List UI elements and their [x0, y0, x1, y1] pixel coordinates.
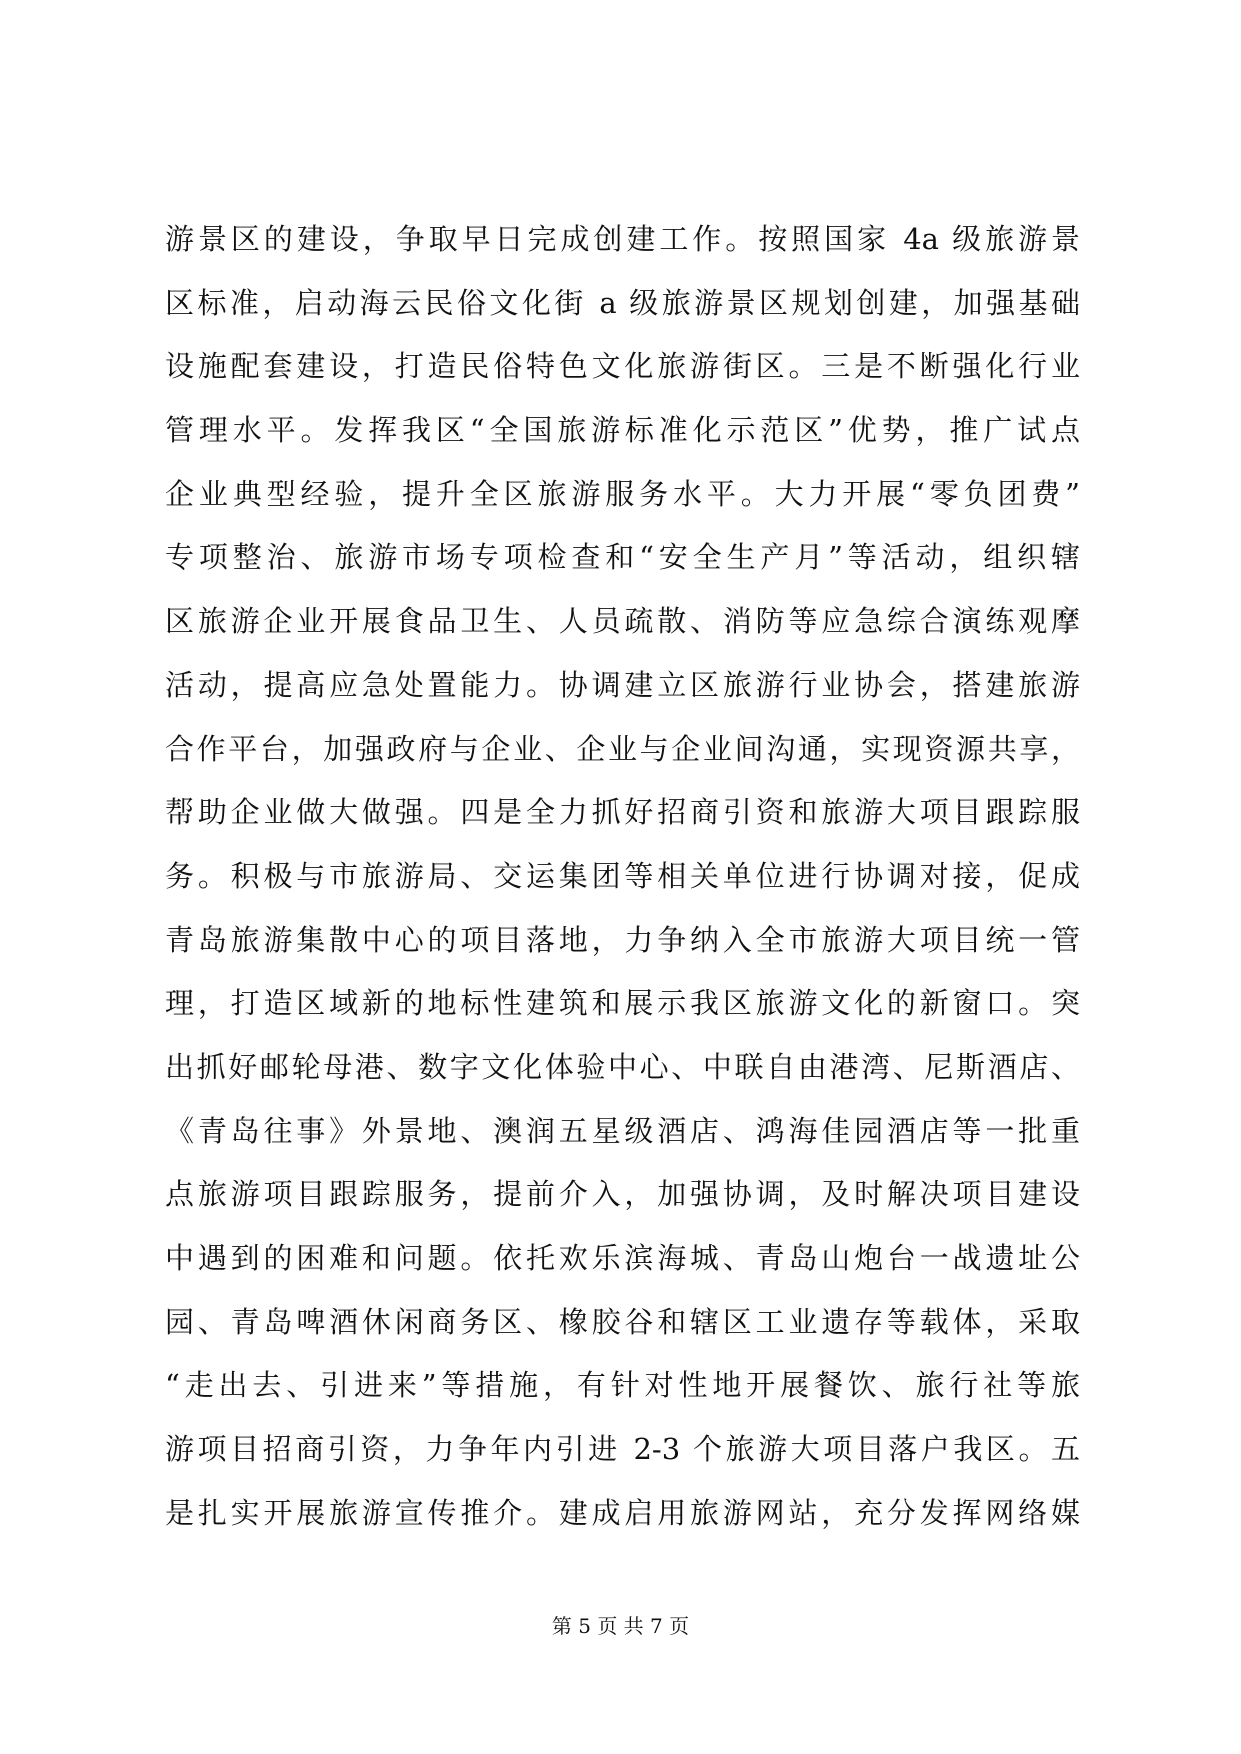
text-line: 帮助企业做大做强。四是全力抓好招商引资和旅游大项目跟踪服	[165, 795, 1080, 830]
text-line: 青岛旅游集散中心的项目落地，力争纳入全市旅游大项目统一管	[165, 922, 1080, 957]
text-line: 园、青岛啤酒休闲商务区、橡胶谷和辖区工业遗存等载体，采取	[165, 1304, 1080, 1339]
text-line: 《青岛往事》外景地、澳润五星级酒店、鸿海佳园酒店等一批重	[165, 1113, 1080, 1148]
text-line: 管理水平。发挥我区“全国旅游标准化示范区”优势，推广试点	[165, 413, 1080, 448]
body-text	[165, 208, 1080, 1545]
page-footer: 第 5 页 共 7 页	[551, 1614, 690, 1638]
text-line: 游景区的建设，争取早日完成创建工作。按照国家 4a 级旅游景	[165, 222, 1080, 256]
text-line: 设施配套建设，打造民俗特色文化旅游街区。三是不断强化行业	[165, 349, 1080, 384]
text-line: 点旅游项目跟踪服务，提前介入，加强协调，及时解决项目建设	[165, 1177, 1080, 1212]
text-line: 务。积极与市旅游局、交运集团等相关单位进行协调对接，促成	[165, 858, 1080, 893]
text-line: 游项目招商引资，力争年内引进 2-3 个旅游大项目落户我区。五	[165, 1432, 1080, 1467]
text-line: 理，打造区域新的地标性建筑和展示我区旅游文化的新窗口。突	[165, 986, 1080, 1021]
text-line: 区标准，启动海云民俗文化街 a 级旅游景区规划创建，加强基础	[165, 285, 1080, 320]
text-line: 出抓好邮轮母港、数字文化体验中心、中联自由港湾、尼斯酒店、	[165, 1049, 1080, 1084]
text-line: 是扎实开展旅游宣传推介。建成启用旅游网站，充分发挥网络媒	[165, 1495, 1080, 1530]
text-line: 合作平台，加强政府与企业、企业与企业间沟通，实现资源共享，	[165, 731, 1080, 766]
text-line: 企业典型经验，提升全区旅游服务水平。大力开展“零负团费”	[165, 476, 1080, 511]
text-line: 区旅游企业开展食品卫生、人员疏散、消防等应急综合演练观摩	[165, 604, 1080, 639]
text-line: 活动，提高应急处置能力。协调建立区旅游行业协会，搭建旅游	[165, 667, 1080, 702]
text-line: “走出去、引进来”等措施，有针对性地开展餐饮、旅行社等旅	[165, 1368, 1080, 1403]
text-line: 专项整治、旅游市场专项检查和“安全生产月”等活动，组织辖	[165, 540, 1080, 575]
text-line: 中遇到的困难和问题。依托欢乐滨海城、青岛山炮台一战遗址公	[165, 1241, 1080, 1275]
